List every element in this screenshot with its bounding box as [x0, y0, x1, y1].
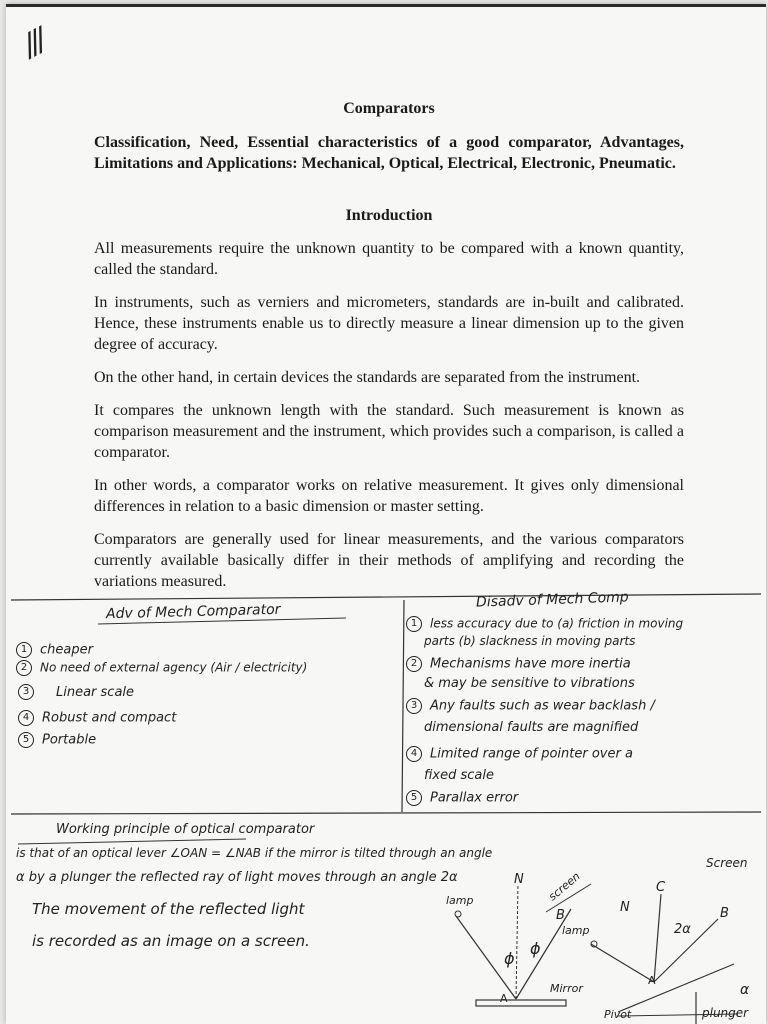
- label-plunger: plunger: [702, 1006, 749, 1020]
- page-subtitle: Classification, Need, Essential characteristics of a good comparator, Advantages, Limitations and Applications: Mechanical, Optical, Electrical, Electronic, Pneumatic.: [94, 134, 684, 172]
- document-page: [6, 4, 766, 1024]
- disadv-line: & may be sensitive to vibrations: [424, 676, 635, 691]
- label-screen: Screen: [706, 856, 748, 870]
- adv-item-2: 2 No need of external agency (Air / electricity): [16, 660, 307, 676]
- label-two-alpha: 2α: [674, 922, 691, 937]
- label-lamp: lamp: [562, 924, 590, 937]
- label-n: N: [514, 872, 524, 887]
- disadv-line: 4 Limited range of pointer over a: [406, 746, 633, 762]
- adv-item-1: 1 cheaper: [16, 642, 93, 658]
- label-a: A: [500, 992, 508, 1005]
- working-line: is that of an optical lever ∠OAN = ∠NAB if the mirror is tilted through an angle: [16, 846, 493, 860]
- normal-line: [516, 884, 518, 999]
- working-line: The movement of the reflected light: [32, 900, 305, 918]
- divider-line-top: [11, 594, 761, 600]
- paragraph: It compares the unknown length with the standard. Such measurement is known as comparison measurement and the instrument, which provides such a comparison, is called a comparator.: [94, 402, 684, 461]
- paragraph: On the other hand, in certain devices the standards are separated from the instrument.: [94, 369, 641, 386]
- paragraph: In other words, a comparator works on relative measurement. It gives only dimensional differences in relation to a basic dimension or master setting.: [94, 477, 684, 515]
- disadv-line: 5 Parallax error: [406, 790, 518, 806]
- label-phi: ϕ: [504, 949, 515, 968]
- column-divider: [402, 600, 404, 812]
- mirror-rect: [476, 1000, 566, 1006]
- working-title: Working principle of optical comparator: [56, 822, 315, 837]
- adv-item-4: 4 Robust and compact: [18, 710, 176, 726]
- lamp-circle: [455, 911, 461, 917]
- corner-handwritten-mark: ///: [16, 23, 50, 64]
- disadv-line: 2 Mechanisms have more inertia: [406, 656, 631, 672]
- label-b: B: [556, 908, 565, 923]
- adv-item-3: 3 Linear scale: [18, 684, 134, 700]
- disadv-line: 3 Any faults such as wear backlash /: [406, 698, 655, 714]
- disadv-line: parts (b) slackness in moving parts: [424, 634, 636, 648]
- intro-heading: Introduction: [345, 207, 433, 224]
- paragraph: All measurements require the unknown quantity to be compared with a known quantity, called the standard.: [94, 240, 684, 278]
- incident-ray-tilted: [591, 944, 654, 982]
- label-lamp: lamp: [446, 894, 474, 907]
- label-b: B: [720, 906, 729, 921]
- label-alpha: α: [740, 982, 750, 998]
- label-phi: ϕ: [530, 939, 541, 958]
- label-screen: screen: [546, 869, 583, 904]
- disadv-line: fixed scale: [424, 768, 494, 783]
- working-line: α by a plunger the reflected ray of light moves through an angle 2α: [16, 870, 458, 885]
- paragraph: Comparators are generally used for linear measurements, and the various comparators currently available basically differ in their methods of amplifying and recording the variations measured.: [94, 531, 684, 590]
- adv-title: Adv of Mech Comparator: [105, 601, 281, 623]
- ray-to-c: [654, 894, 661, 982]
- divider-line-bottom: [11, 812, 761, 814]
- label-a: A: [648, 974, 656, 987]
- adv-item-5: 5 Portable: [18, 732, 96, 748]
- label-c: C: [656, 880, 666, 895]
- label-pivot: Pivot: [604, 1008, 632, 1021]
- label-mirror: Mirror: [550, 982, 583, 995]
- working-line: is recorded as an image on a screen.: [32, 932, 310, 950]
- page-title: Comparators: [343, 100, 435, 117]
- label-n: N: [620, 900, 630, 915]
- paragraph: In instruments, such as verniers and micrometers, standards are in-built and calibrated. Hence, these instruments enable us to directly measure a linear dimension up to the given degree of accuracy.: [94, 294, 684, 353]
- working-title-underline: [18, 839, 246, 844]
- disadv-line: dimensional faults are magnified: [424, 720, 639, 735]
- disadv-title: Disadv of Mech Comp: [475, 589, 629, 611]
- disadv-line: 1 less accuracy due to (a) friction in moving: [406, 616, 683, 632]
